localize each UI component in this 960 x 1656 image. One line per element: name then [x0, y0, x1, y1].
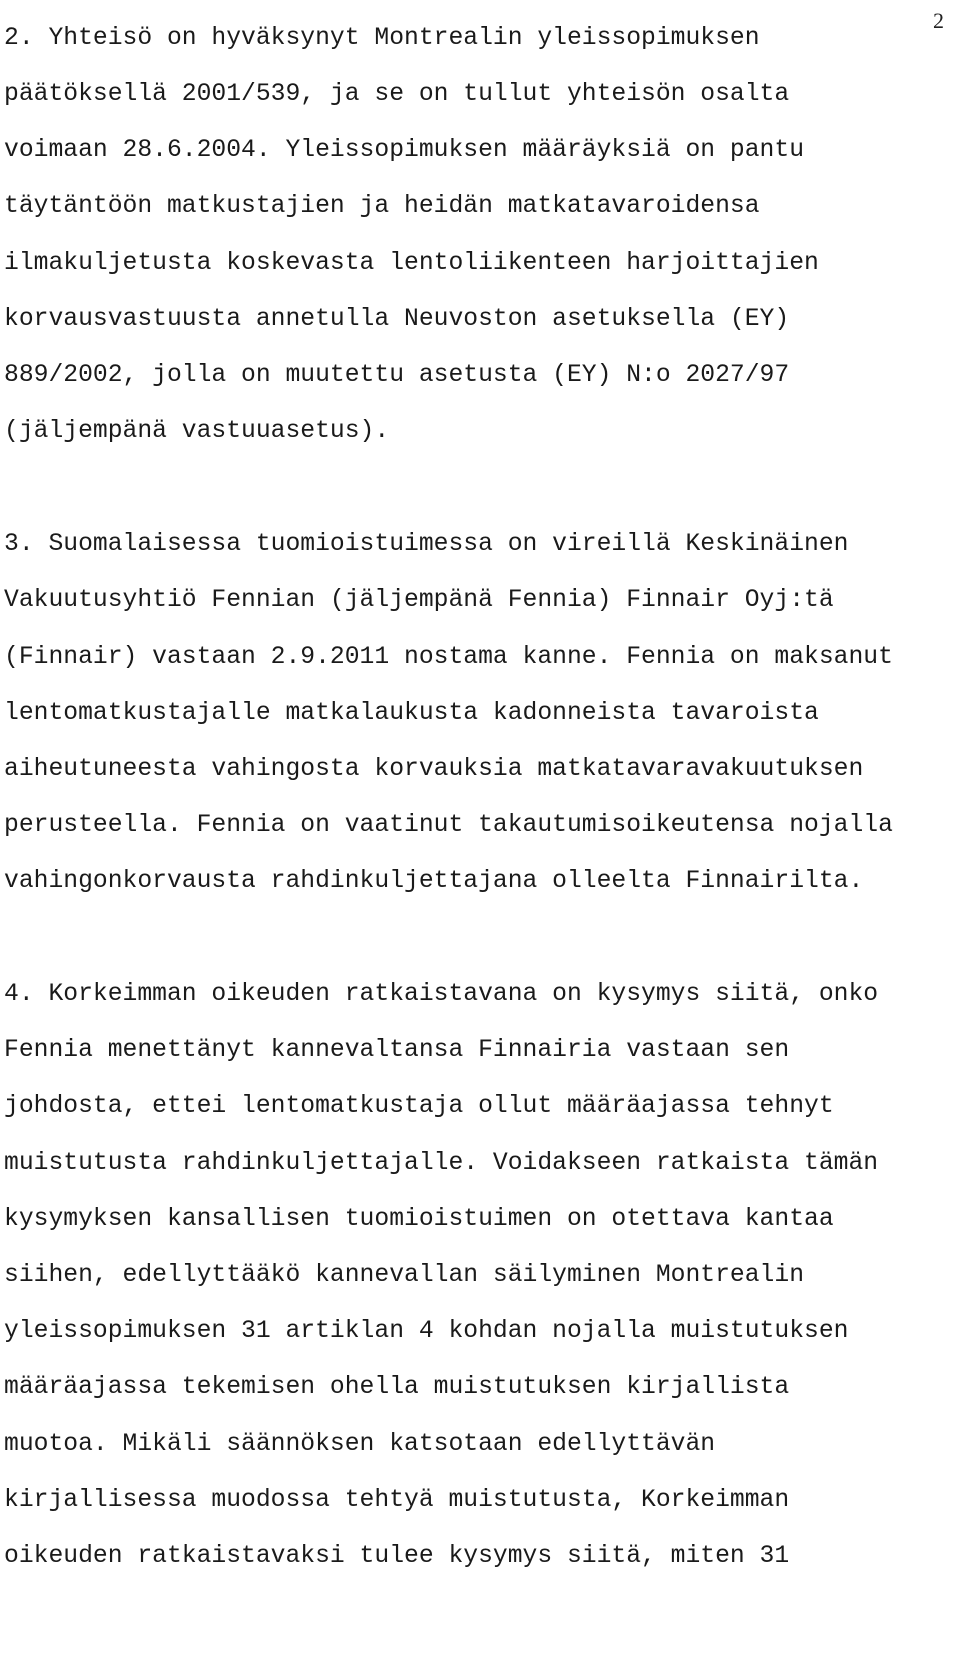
paragraph-3-line: lentomatkustajalle matkalaukusta kadonneista tavaroista [4, 699, 819, 727]
paragraph-3-line: aiheutuneesta vahingosta korvauksia matkatavaravakuutuksen [4, 755, 864, 783]
paragraph-3-line: (Finnair) vastaan 2.9.2011 nostama kanne. Fennia on maksanut [4, 643, 893, 671]
paragraph-4-line: kysymyksen kansallisen tuomioistuimen on otettava kantaa [4, 1205, 834, 1233]
paragraph-2-line: täytäntöön matkustajien ja heidän matkatavaroidensa [4, 192, 760, 220]
paragraph-2-line: 889/2002, jolla on muutettu asetusta (EY) N:o 2027/97 [4, 361, 790, 389]
paragraph-2-line: päätöksellä 2001/539, ja se on tullut yhteisön osalta [4, 80, 790, 108]
paragraph-2-line: (jäljempänä vastuuasetus). [4, 417, 390, 445]
paragraph-2-line: voimaan 28.6.2004. Yleissopimuksen määräyksiä on pantu [4, 136, 805, 164]
paragraph-2-line: korvausvastuusta annetulla Neuvoston asetuksella (EY) [4, 305, 790, 333]
paragraph-4-line: siihen, edellyttääkö kannevallan säilyminen Montrealin [4, 1261, 805, 1289]
paragraph-3-line: vahingonkorvausta rahdinkuljettajana olleelta Finnairilta. [4, 867, 864, 895]
paragraph-4-line: muotoa. Mikäli säännöksen katsotaan edellyttävän [4, 1430, 716, 1458]
paragraph-3-line: Vakuutusyhtiö Fennian (jäljempänä Fennia) Finnair Oyj:tä [4, 586, 834, 614]
paragraph-4-line: määräajassa tekemisen ohella muistutuksen kirjallista [4, 1373, 790, 1401]
paragraph-4-line: oikeuden ratkaistavaksi tulee kysymys siitä, miten 31 [4, 1542, 790, 1570]
paragraph-2-line: 2. Yhteisö on hyväksynyt Montrealin yleissopimuksen [4, 24, 760, 52]
paragraph-3-line: 3. Suomalaisessa tuomioistuimessa on vireillä Keskinäinen [4, 530, 849, 558]
page-number: 2 [933, 8, 944, 33]
paragraph-4-line: Fennia menettänyt kannevaltansa Finnairia vastaan sen [4, 1036, 790, 1064]
paragraph-4-line: muistutusta rahdinkuljettajalle. Voidakseen ratkaista tämän [4, 1149, 879, 1177]
paragraph-4-line: johdosta, ettei lentomatkustaja ollut määräajassa tehnyt [4, 1092, 834, 1120]
paragraph-3-line: perusteella. Fennia on vaatinut takautumisoikeutensa nojalla [4, 811, 893, 839]
paragraph-4-line: kirjallisessa muodossa tehtyä muistutusta, Korkeimman [4, 1486, 790, 1514]
paragraph-4-line: 4. Korkeimman oikeuden ratkaistavana on kysymys siitä, onko [4, 980, 879, 1008]
paragraph-2-line: ilmakuljetusta koskevasta lentoliikenteen harjoittajien [4, 249, 819, 277]
paragraph-4-line: yleissopimuksen 31 artiklan 4 kohdan nojalla muistutuksen [4, 1317, 849, 1345]
